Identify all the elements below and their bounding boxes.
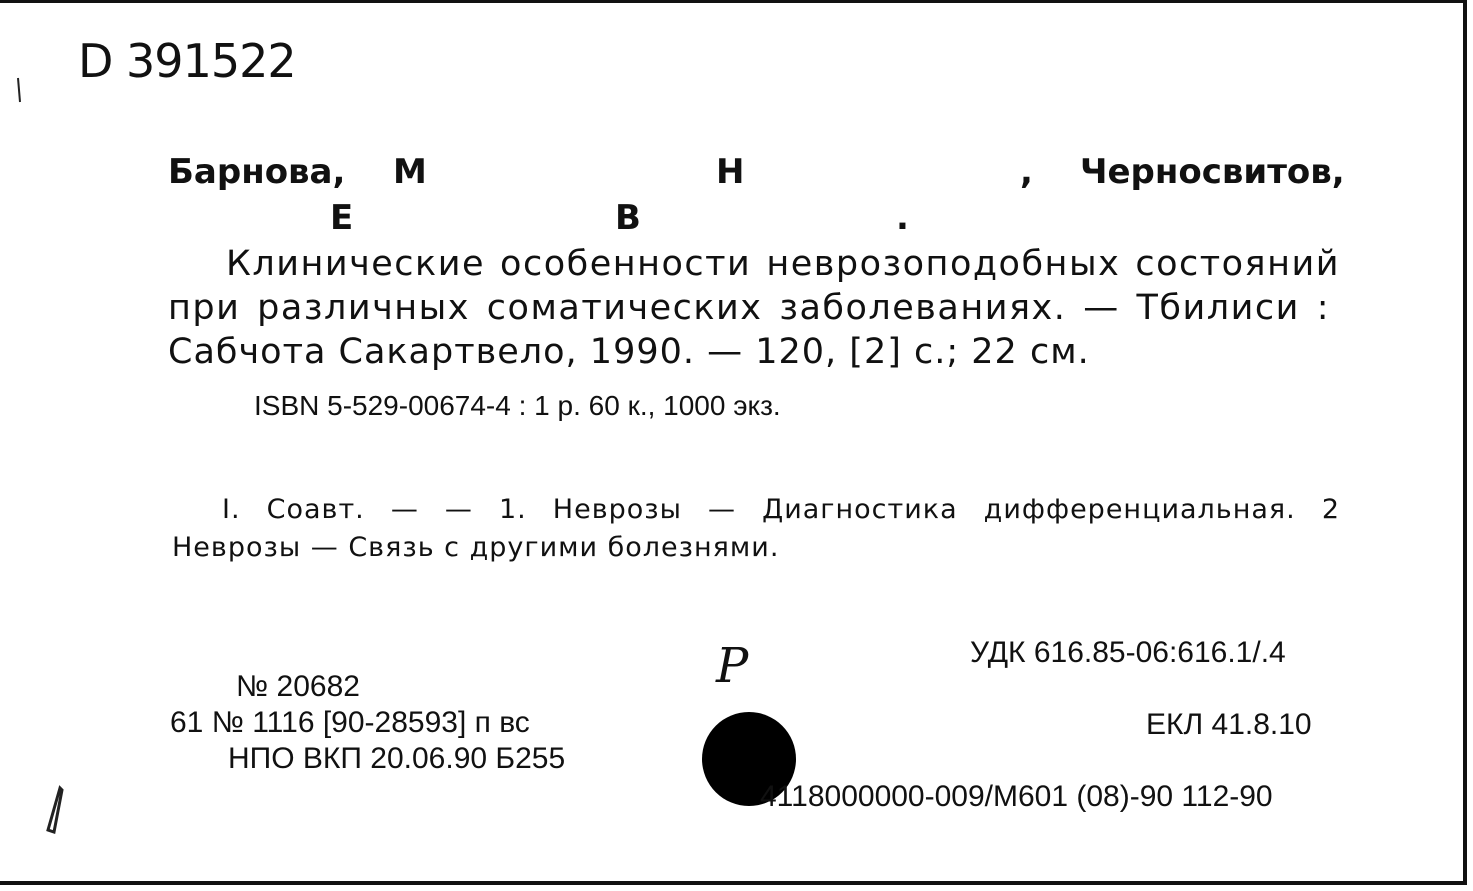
coauthor-surname: Черносвитов, xyxy=(1080,152,1345,192)
order-number: 61 № 1116 [90-28593] п вс xyxy=(170,706,530,739)
author-initial-1: М xyxy=(393,152,427,192)
title-line-3: Сабчота Сакартвело, 1990. — 120, [2] с.; 22 см. xyxy=(168,332,1090,372)
coauthor-initial-2: В xyxy=(615,198,641,238)
title-line-2: при различных соматических заболеваниях. — Тбилиси : xyxy=(168,288,1330,328)
edge-mark-icon xyxy=(14,76,24,106)
author-comma: , xyxy=(1020,152,1033,192)
tracing-line-2: Неврозы — Связь с другими болезнями. xyxy=(172,532,780,563)
author-initial-2: Н xyxy=(716,152,745,192)
catalog-code: 4118000000-009/М601 (08)-90 112-90 xyxy=(760,780,1273,813)
coauthor-initial-1: Е xyxy=(330,198,354,238)
card-number: № 20682 xyxy=(236,670,360,703)
handwritten-mark: Р xyxy=(716,638,749,694)
npo-line: НПО ВКП 20.06.90 Б255 xyxy=(228,742,566,775)
udk-code: УДК 616.85-06:616.1/.4 xyxy=(970,636,1286,669)
title-line-1: Клинические особенности неврозоподобных состояний xyxy=(226,244,1340,284)
author-period: . xyxy=(896,198,909,238)
ekl-code: ЕКЛ 41.8.10 xyxy=(1146,708,1312,741)
tracing-line-1: I. Соавт. — — 1. Неврозы — Диагностика дифференциальная. 2 xyxy=(222,494,1340,525)
pencil-mark-icon xyxy=(36,780,76,860)
author-surname: Барнова, xyxy=(168,152,346,192)
isbn-line: ISBN 5-529-00674-4 : 1 р. 60 к., 1000 экз. xyxy=(254,390,781,421)
call-number: D 391522 xyxy=(78,34,296,88)
